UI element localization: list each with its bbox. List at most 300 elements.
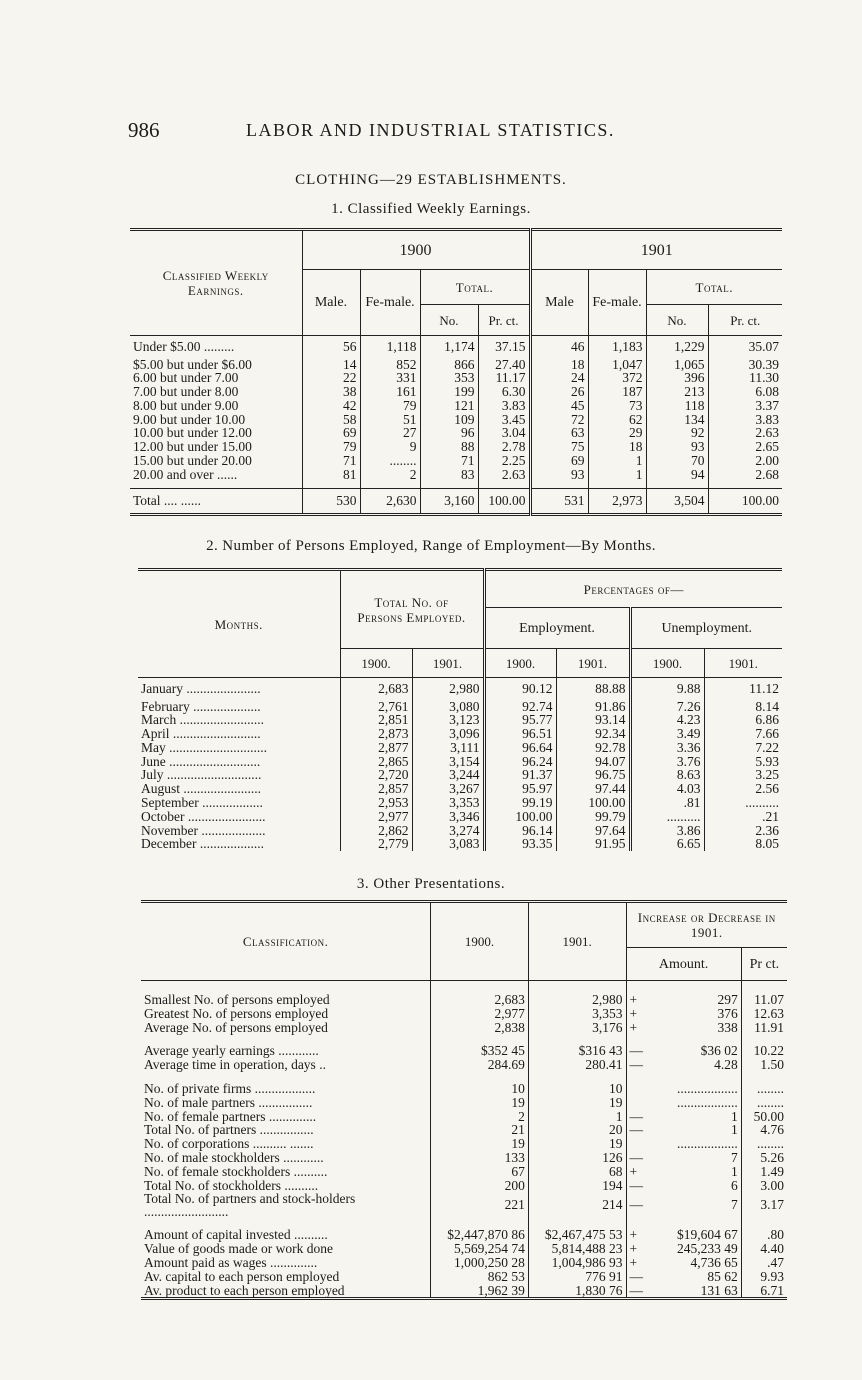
table3-classification: Average time in operation, days ..: [141, 1058, 431, 1072]
table3-classification: Amount paid as wages ..............: [141, 1256, 431, 1270]
table1-total-total-no-1901: 3,504: [646, 488, 708, 514]
table2-employment-1901: 97.44: [595, 781, 626, 797]
table3-change-prct: 12.63: [753, 1005, 784, 1021]
table1-male-1901: 24: [530, 371, 588, 385]
table3-value-1901: 126: [528, 1151, 626, 1165]
table2-employment-1900: 90.12: [484, 678, 556, 700]
table1-col-prct-1901: Pr. ct.: [730, 312, 761, 328]
table3-change-amount: 85 62: [646, 1270, 741, 1284]
table2-employment-1900: 95.77: [484, 713, 556, 727]
table3-classification: Total No. of partners and stock-holders .........................: [141, 1192, 431, 1218]
table-row: [130, 454, 782, 468]
table-row: [141, 1165, 787, 1179]
table2-total-1900: 2,683: [340, 678, 412, 700]
table2-total-1900: 2,873: [340, 727, 412, 741]
table2-employment-1901: 100.00: [588, 795, 626, 811]
table-row: [141, 1151, 787, 1165]
table3-value-1900: 862 53: [431, 1270, 529, 1284]
table3-value-1901: 1,004,986 93: [528, 1256, 626, 1270]
table2-unemployment-1901: 6.86: [755, 712, 779, 728]
table1-row-header: Classified Weekly Earnings.: [130, 230, 302, 336]
table3-change-amount: 4.28: [646, 1058, 741, 1072]
table2-employment-1901: 94.07: [595, 753, 626, 769]
table-row: [130, 440, 782, 454]
table3-change-amount: 245,233 49: [646, 1242, 741, 1256]
table1-female-1901: 18: [588, 440, 646, 454]
table1-total-prct-1900: 3.45: [501, 411, 526, 427]
table1-total-prct-1900: 37.15: [495, 338, 526, 354]
table2-unemployment-1901: 2.36: [755, 822, 779, 838]
table3-classification: Greatest No. of persons employed: [141, 1007, 431, 1021]
table1-male-1901: 69: [530, 454, 588, 468]
table2-total-1901: 2,980: [449, 680, 480, 696]
table1-female-1901: 1: [588, 468, 646, 482]
table2-unemployment-1900: 3.76: [630, 755, 704, 769]
table2-total-1901: 3,096: [449, 726, 480, 742]
table3-row-header: Classification.: [141, 902, 431, 981]
table-row: [138, 755, 782, 769]
table3-classification: No. of female partners ..............: [141, 1110, 431, 1124]
table2-unemployment-1901: ..........: [745, 795, 779, 811]
table3-title: 3. Other Presentations.: [356, 876, 506, 892]
table1-male-1901: 26: [530, 385, 588, 399]
table1-total-prct-1900: 11.17: [495, 370, 526, 386]
table1-year-1901: 1901: [530, 230, 782, 270]
table3-classification: Total No. of partners ................: [141, 1123, 431, 1137]
table2-total-1901: 3,083: [449, 836, 480, 852]
table1-total-male-1901: 531: [530, 488, 588, 514]
table3-value-1901: 3,176: [528, 1021, 626, 1035]
running-title: LABOR AND INDUSTRIAL STATISTICS.: [246, 120, 615, 140]
table1-female-1901: 1,183: [588, 336, 646, 358]
table3-value-1900: 67: [431, 1165, 529, 1179]
table-row: [130, 336, 782, 358]
table3-sign: —: [629, 1057, 643, 1073]
table2-total-1901: 3,154: [449, 753, 480, 769]
table-row: [141, 993, 787, 1007]
table2-col-emp-1901: 1901.: [577, 655, 608, 671]
table2-employment-1900: 91.37: [484, 768, 556, 782]
table3-change-prct: 1.49: [760, 1163, 784, 1179]
table2-total-1901: 3,123: [449, 712, 480, 728]
table2-employment-1901: 93.14: [595, 712, 626, 728]
table1-total-prct-1901: 3.37: [755, 397, 779, 413]
table1-male-1900: 58: [302, 413, 360, 427]
table3-value-1900: 19: [431, 1137, 529, 1151]
table3-value-1900: $352 45: [431, 1044, 529, 1058]
table-row: [141, 1021, 787, 1035]
table-row: [141, 1137, 787, 1151]
table3-change-prct: 10.22: [753, 1043, 784, 1059]
table1-row-label: $5.00 but under $6.00: [130, 358, 302, 372]
table3-value-1900: 5,569,254 74: [431, 1242, 529, 1256]
table3-change-amount: 6: [646, 1179, 741, 1193]
table2-total-1901: 3,353: [449, 795, 480, 811]
table2-month: April ..........................: [138, 727, 340, 741]
table-row: [141, 1044, 787, 1058]
table2-col-unemp-1901: 1901.: [728, 655, 758, 671]
table1-male-1901: 18: [530, 358, 588, 372]
table3-value-1901: 10: [528, 1082, 626, 1096]
table3-sign: [626, 1082, 646, 1096]
table2-month: February ....................: [138, 700, 340, 714]
table2-unemployment-1901: 2.56: [755, 781, 779, 797]
employment-by-months-table: [138, 568, 782, 851]
table1-total-no-1901: 1,229: [646, 336, 708, 358]
table3-classification: Average yearly earnings ............: [141, 1044, 431, 1058]
table3-classification: Av. product to each person employed: [141, 1284, 431, 1299]
table1-total-prct-1900: 2.78: [501, 439, 526, 455]
table2-unemployment-1901: .21: [762, 808, 779, 824]
table3-value-1900: 1,000,250 28: [431, 1256, 529, 1270]
table3-change-amount: 7: [646, 1151, 741, 1165]
page-header: [128, 118, 788, 146]
table-row: [130, 358, 782, 372]
table1-total-total-no-1900: 3,160: [420, 488, 478, 514]
table2-employment-1901: 97.64: [595, 822, 626, 838]
table2-employment-1900: 96.24: [484, 755, 556, 769]
table3-classification: Value of goods made or work done: [141, 1242, 431, 1256]
table3-value-1900: 19: [431, 1096, 529, 1110]
table1-total-no-1901: 134: [646, 413, 708, 427]
table2-col-emp-1900: 1900.: [484, 649, 556, 678]
table1-total-no-1900: 353: [420, 371, 478, 385]
table1-total-prct-1900: 2.25: [501, 453, 526, 469]
table-row: [141, 1284, 787, 1299]
table1-total-prct-1901: 2.63: [755, 425, 779, 441]
table1-female-1900: 2: [360, 468, 420, 482]
table1-female-1901: 187: [588, 385, 646, 399]
table2-unemployment-1900: 3.36: [630, 741, 704, 755]
table3-value-1900: 1,962 39: [431, 1284, 529, 1299]
table3-change-prct: ........: [757, 1080, 784, 1096]
table1-male-1901: 75: [530, 440, 588, 454]
table3-change-prct: 3.00: [760, 1177, 784, 1193]
table2-employment-1901: 88.88: [595, 680, 626, 696]
table1-row-label: 10.00 but under 12.00: [130, 426, 302, 440]
table-row: [138, 713, 782, 727]
table1-male-1900: 56: [302, 336, 360, 358]
table1-total-male-1900: 530: [302, 488, 360, 514]
table2-total-1900: 2,761: [340, 700, 412, 714]
table3-change-prct: 1.50: [760, 1057, 784, 1073]
table1-total-no-1900: 109: [420, 413, 478, 427]
table-row: [138, 678, 782, 700]
table1-total-prct-1900: 2.63: [501, 466, 526, 482]
table3-value-1901: $2,467,475 53: [528, 1228, 626, 1242]
table2-total-1900: 2,720: [340, 768, 412, 782]
table1-total-prct-1901: 35.07: [748, 338, 779, 354]
table2-unemployment-1900: 8.63: [630, 768, 704, 782]
table1-total-no-1901: 70: [646, 454, 708, 468]
table-row: [141, 1242, 787, 1256]
table3-value-1901: 1: [528, 1110, 626, 1124]
table3-change-prct: 9.93: [760, 1268, 784, 1284]
table3-col-amount: Amount.: [626, 948, 741, 981]
table3-change-amount: 376: [646, 1007, 741, 1021]
table2-col-total-1901: 1901.: [432, 655, 463, 671]
table2-employment-1900: 96.14: [484, 824, 556, 838]
table2-month: September ..................: [138, 796, 340, 810]
table3-value-1901: 194: [528, 1179, 626, 1193]
table3-value-1900: 2,838: [431, 1021, 529, 1035]
table-row: [130, 426, 782, 440]
table3-value-1901: 214: [528, 1192, 626, 1218]
table1-col-total-1900: Total.: [420, 270, 530, 305]
table2-total-1901: 3,080: [449, 698, 480, 714]
table-row: [130, 413, 782, 427]
table2-total-1900: 2,977: [340, 810, 412, 824]
table2-month: June ...........................: [138, 755, 340, 769]
table3-value-1900: 133: [431, 1151, 529, 1165]
table2-employment-1900: 93.35: [484, 837, 556, 851]
table-row: [138, 782, 782, 796]
table1-row-label: 7.00 but under 8.00: [130, 385, 302, 399]
table1-female-1900: 51: [360, 413, 420, 427]
table-row: [138, 727, 782, 741]
table3-value-1900: 2: [431, 1110, 529, 1124]
table2-employment-1901: 91.86: [595, 698, 626, 714]
table1-total-total-prct-1900: 100.00: [488, 492, 526, 508]
table1-total-female-1900: 2,630: [360, 488, 420, 514]
table1-total-prct-1900: 3.83: [501, 397, 526, 413]
table2-total-1900: 2,851: [340, 713, 412, 727]
table3-value-1901: 280.41: [528, 1058, 626, 1072]
table2-employment-1901: 92.34: [595, 726, 626, 742]
table1-female-1901: 29: [588, 426, 646, 440]
table1-total-no-1901: 213: [646, 385, 708, 399]
table3-value-1900: 221: [431, 1192, 529, 1218]
table-row: [130, 399, 782, 413]
table1-row-label: 8.00 but under 9.00: [130, 399, 302, 413]
table2-row-header: Months.: [138, 570, 340, 678]
table2-unemployment-1900: ..........: [630, 810, 704, 824]
table-row: [141, 1096, 787, 1110]
table2-employment-1901: 96.75: [595, 767, 626, 783]
table3-change-amount: 338: [646, 1021, 741, 1035]
table3-value-1901: 19: [528, 1137, 626, 1151]
section-title: CLOTHING—29 ESTABLISHMENTS.: [295, 172, 567, 188]
table3-sign: +: [629, 1254, 638, 1270]
table1-col-no-1900: No.: [420, 305, 478, 336]
table3-change-prct: 4.40: [760, 1241, 784, 1257]
table2-month: October .......................: [138, 810, 340, 824]
table-row: [130, 385, 782, 399]
table2-unemployment-1900: 3.49: [630, 727, 704, 741]
table1-total-no-1901: 92: [646, 426, 708, 440]
table1-male-1900: 79: [302, 440, 360, 454]
table1-total-prct-1901: 2.00: [755, 453, 779, 469]
table-row: [141, 1123, 787, 1137]
table1-row-label: 15.00 but under 20.00: [130, 454, 302, 468]
table1-female-1900: 1,118: [360, 336, 420, 358]
table3-change-prct: .80: [767, 1227, 784, 1243]
table1-total-row-label: Total .... ......: [130, 488, 302, 514]
table3-sign: —: [629, 1197, 643, 1213]
table3-classification: No. of female stockholders ..........: [141, 1165, 431, 1179]
table3-classification: Average No. of persons employed: [141, 1021, 431, 1035]
table3-sign: +: [629, 1163, 638, 1179]
table2-employment-1900: 96.51: [484, 727, 556, 741]
table2-sub-unemployment: Unemployment.: [630, 608, 782, 649]
weekly-earnings-table: [130, 228, 782, 516]
table2-title: 2. Number of Persons Employed, Range of Employment—By Months.: [206, 538, 656, 554]
table3-value-1900: 2,683: [431, 993, 529, 1007]
table2-unemployment-1901: 3.25: [755, 767, 779, 783]
table-row: [138, 810, 782, 824]
other-presentations-table: [141, 900, 787, 1300]
table-row: [138, 796, 782, 810]
table2-unemployment-1900: 7.26: [630, 700, 704, 714]
table3-col-1901: 1901.: [528, 902, 626, 981]
table2-employment-1901: 92.78: [595, 739, 626, 755]
table1-female-1900: 9: [360, 440, 420, 454]
table3-change-amount: 1: [646, 1165, 741, 1179]
table1-total-prct-1900: 27.40: [495, 356, 526, 372]
table2-unemployment-1901: 7.66: [755, 726, 779, 742]
table-row: [138, 824, 782, 838]
table1-female-1901: 73: [588, 399, 646, 413]
table1-male-1900: 14: [302, 358, 360, 372]
table1-male-1900: 69: [302, 426, 360, 440]
table1-total-no-1901: 94: [646, 468, 708, 482]
table2-employment-1901: 91.95: [595, 836, 626, 852]
table3-col-prct: Pr ct.: [749, 956, 780, 972]
table2-unemployment-1901: 8.05: [755, 836, 779, 852]
table1-col-no-1901: No.: [646, 305, 708, 336]
table3-change-prct: 5.26: [760, 1149, 784, 1165]
table-row: [138, 741, 782, 755]
table2-month: July ............................: [138, 768, 340, 782]
table3-change-amount: 1: [646, 1110, 741, 1124]
table1-total-no-1900: 1,174: [420, 336, 478, 358]
table1-total-no-1901: 118: [646, 399, 708, 413]
table1-col-male-1901: Male: [530, 270, 588, 336]
table3-sign: [626, 1137, 646, 1151]
table3-change-amount: 1: [646, 1123, 741, 1137]
table1-total-no-1900: 71: [420, 454, 478, 468]
table1-female-1900: 161: [360, 385, 420, 399]
table-row: [141, 1192, 787, 1218]
table3-value-1901: 776 91: [528, 1270, 626, 1284]
table1-female-1900: ........: [360, 454, 420, 468]
table2-col-unemp-1900: 1900.: [630, 649, 704, 678]
table3-change-prct: 6.71: [760, 1282, 784, 1298]
table3-sign: —: [629, 1043, 643, 1059]
table3-sign: [626, 1096, 646, 1110]
table2-month: May .............................: [138, 741, 340, 755]
table3-change-prct: 50.00: [753, 1108, 784, 1124]
table-row: [138, 768, 782, 782]
table2-employment-1900: 99.19: [484, 796, 556, 810]
table1-female-1900: 331: [360, 371, 420, 385]
table3-value-1901: 5,814,488 23: [528, 1242, 626, 1256]
table3-change-amount: ..................: [646, 1082, 741, 1096]
table3-change-prct: .47: [767, 1254, 784, 1270]
table3-value-1901: $316 43: [528, 1044, 626, 1058]
table2-total-1901: 3,267: [449, 781, 480, 797]
table3-value-1900: 284.69: [431, 1058, 529, 1072]
table3-value-1901: 19: [528, 1096, 626, 1110]
table3-change-amount: 297: [646, 993, 741, 1007]
table3-value-1900: 21: [431, 1123, 529, 1137]
table1-female-1901: 62: [588, 413, 646, 427]
table2-unemployment-1900: 9.88: [630, 678, 704, 700]
table3-sign: +: [629, 1241, 638, 1257]
table3-sign: —: [629, 1268, 643, 1284]
table2-sub-employment: Employment.: [484, 608, 630, 649]
table1-male-1900: 71: [302, 454, 360, 468]
table2-month: December ...................: [138, 837, 340, 851]
table-row: [141, 1082, 787, 1096]
table3-sign: —: [629, 1149, 643, 1165]
table3-value-1900: 10: [431, 1082, 529, 1096]
table1-row-label: 9.00 but under 10.00: [130, 413, 302, 427]
table2-total-1900: 2,862: [340, 824, 412, 838]
table1-total-prct-1901: 2.68: [755, 466, 779, 482]
table1-total-prct-1901: 6.08: [755, 384, 779, 400]
table1-total-prct-1900: 6.30: [501, 384, 526, 400]
table-row: [141, 1110, 787, 1124]
table3-classification: No. of corporations .......... .......: [141, 1137, 431, 1151]
table1-male-1901: 45: [530, 399, 588, 413]
table3-change-prct: 11.07: [754, 992, 784, 1007]
table3-change-amount: ..................: [646, 1096, 741, 1110]
table3-value-1901: 20: [528, 1123, 626, 1137]
table3-sign: —: [629, 1108, 643, 1124]
table3-sign: +: [629, 1227, 638, 1243]
table2-total-1901: 3,346: [449, 808, 480, 824]
table2-total-1900: 2,953: [340, 796, 412, 810]
table2-total-1901: 3,274: [449, 822, 480, 838]
table1-col-female-1901: Fe-male.: [588, 270, 646, 336]
table3-change-amount: ..................: [646, 1137, 741, 1151]
table3-value-1901: 3,353: [528, 1007, 626, 1021]
table3-sign: —: [629, 1122, 643, 1138]
table2-total-1901: 3,111: [450, 739, 480, 755]
table2-month: March .........................: [138, 713, 340, 727]
table2-employment-1900: 100.00: [484, 810, 556, 824]
table2-unemployment-1900: 4.23: [630, 713, 704, 727]
table1-total-no-1901: 1,065: [646, 358, 708, 372]
table2-total-1900: 2,865: [340, 755, 412, 769]
table-row: [141, 1228, 787, 1242]
table1-total-prct-1901: 2.65: [755, 439, 779, 455]
table1-female-1900: 79: [360, 399, 420, 413]
table3-classification: Av. capital to each person employed: [141, 1270, 431, 1284]
table2-total-1901: 3,244: [449, 767, 480, 783]
table3-value-1901: 1,830 76: [528, 1284, 626, 1299]
table3-change-prct: 4.76: [760, 1122, 784, 1138]
table1-total-no-1900: 199: [420, 385, 478, 399]
table1-row-label: 20.00 and over ......: [130, 468, 302, 482]
table3-sign: +: [629, 992, 638, 1007]
table2-employment-1900: 95.97: [484, 782, 556, 796]
table1-female-1901: 372: [588, 371, 646, 385]
table2-group-percentages: Percentages of—: [484, 570, 782, 608]
table1-total-no-1900: 121: [420, 399, 478, 413]
table1-total-total-prct-1901: 100.00: [741, 492, 779, 508]
table3-group-change: Increase or Decrease in 1901.: [626, 902, 787, 948]
table1-male-1900: 38: [302, 385, 360, 399]
table2-unemployment-1901: 11.12: [749, 680, 779, 696]
table3-change-prct: ........: [757, 1094, 784, 1110]
table1-col-total-1901: Total.: [646, 270, 782, 305]
table2-total-1900: 2,779: [340, 837, 412, 851]
table1-male-1900: 81: [302, 468, 360, 482]
table1-total-no-1901: 93: [646, 440, 708, 454]
table1-col-female-1900: Fe-male.: [360, 270, 420, 336]
